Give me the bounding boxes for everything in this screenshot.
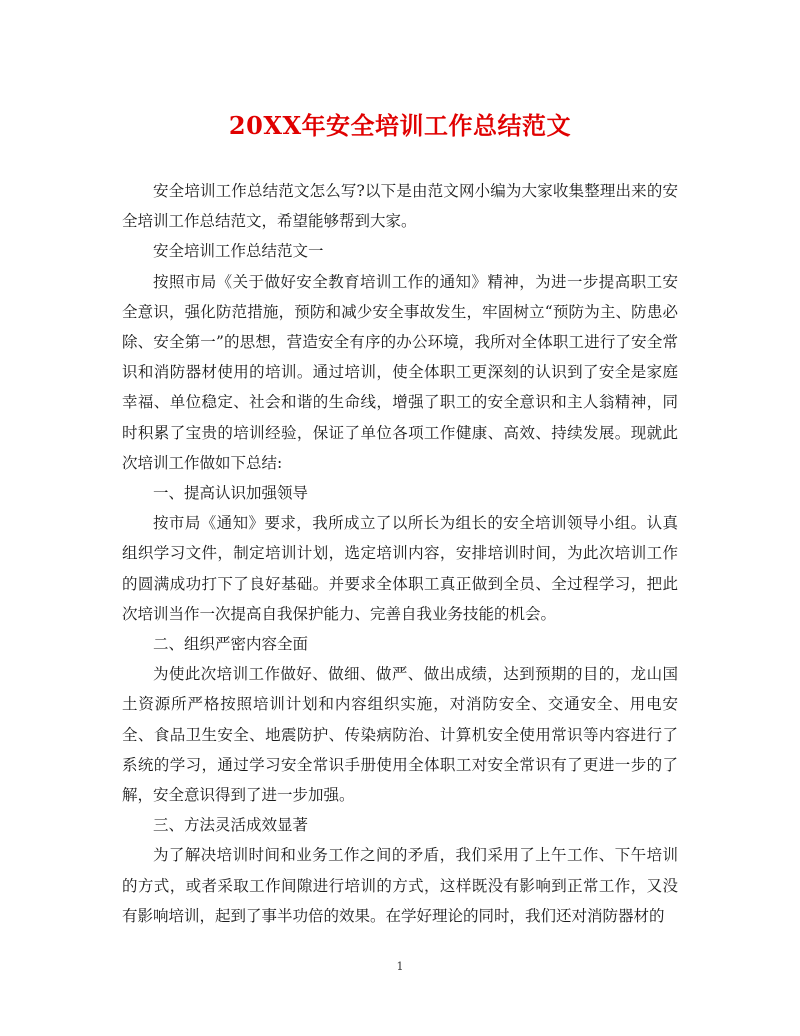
body-paragraph: 安全培训工作总结范文怎么写?以下是由范文网小编为大家收集整理出来的安全培训工作总结范文，希望能够帮到大家。 bbox=[122, 182, 678, 231]
section-heading: 二、组织严密内容全面 bbox=[153, 635, 309, 654]
body-paragraph: 为使此次培训工作做好、做细、做严、做出成绩，达到预期的目的，龙山国土资源所严格按照培训计划和内容组织实施，对消防安全、交通安全、用电安全、食品卫生安全、地震防护、传染病防治、计算机安全使用常识等内容进行了系统的学习，通过学习安全常识手册使用全体职工对安全常识有了更进一步的了解，安全意识得到了进一步加强。 bbox=[122, 665, 678, 805]
document-body bbox=[122, 176, 678, 931]
body-paragraph: 按照市局《关于做好安全教育培训工作的通知》精神，为进一步提高职工安全意识，强化防范措施，预防和减少安全事故发生，牢固树立“预防为主、防患必除、安全第一”的思想，营造安全有序的办公环境，我所对全体职工进行了安全常识和消防器材使用的培训。通过培训，使全体职工更深刻的认识到了安全是家庭幸福、单位稳定、社会和谐的生命线，增强了职工的安全意识和主人翁精神，同时积累了宝贵的培训经验，保证了单位各项工作健康、高效、持续发展。现就此次培训工作做如下总结: bbox=[122, 272, 678, 472]
body-paragraph: 按市局《通知》要求，我所成立了以所长为组长的安全培训领导小组。认真组织学习文件，制定培训计划，选定培训内容，安排培训时间，为此次培训工作的圆满成功打下了良好基础。并要求全体职工真正做到全员、全过程学习，把此次培训当作一次提高自我保护能力、完善自我业务技能的机会。 bbox=[122, 514, 678, 623]
section-heading: 一、提高认识加强领导 bbox=[153, 484, 309, 503]
section-heading: 安全培训工作总结范文一 bbox=[153, 242, 324, 261]
document-title: 20XX年安全培训工作总结范文 bbox=[228, 111, 572, 140]
section-heading: 三、方法灵活成效显著 bbox=[153, 816, 309, 835]
body-paragraph: 为了解决培训时间和业务工作之间的矛盾，我们采用了上午工作、下午培训的方式，或者采取工作间隙进行培训的方式，这样既没有影响到正常工作，又没有影响培训，起到了事半功倍的效果。在学好理论的同时，我们还对消防器材的 bbox=[122, 846, 678, 925]
page-number: 1 bbox=[396, 960, 404, 973]
